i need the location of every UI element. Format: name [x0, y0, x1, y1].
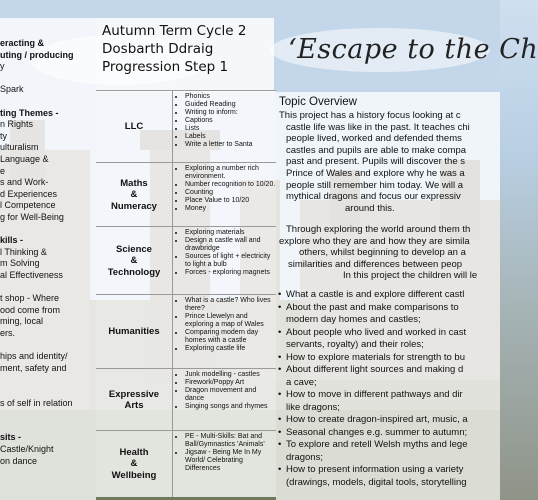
subject-name	[96, 163, 173, 227]
overview-line: people lived, worked and defended thems	[286, 133, 462, 145]
subject-table	[96, 90, 276, 496]
subject-name-line: &	[130, 458, 138, 470]
learning-bullet: • How to create dragon-inspired art, music, a	[286, 414, 468, 426]
subject-name-line: Maths	[120, 177, 148, 189]
subject-item: • Counting	[185, 189, 276, 197]
subject-name	[96, 369, 173, 431]
subject-items	[173, 295, 276, 369]
learning-bullet: • How to move in different pathways and dir	[286, 389, 463, 401]
subject-items	[173, 91, 276, 163]
subject-item: • Exploring a number rich environment.	[185, 165, 276, 181]
learning-bullet: • To explore and retell Welsh myths and lege	[286, 439, 467, 451]
subject-name-line: &	[130, 189, 138, 201]
learning-intro-line: others, whilst beginning to develop an a	[299, 247, 466, 259]
learning-bullet: • How to present information using a variety	[286, 464, 463, 476]
subject-name-line: Arts	[124, 400, 144, 411]
left-column-line: d Experiences	[0, 188, 58, 199]
left-column-line: ming, local	[0, 316, 44, 327]
left-column-line: m Solving	[0, 258, 40, 269]
subject-item: • PE - Multi-Skills: Bat and Ball/Gymnastics 'Animals'	[185, 433, 276, 449]
learning-bullet: servants, royalty) and their roles;	[286, 339, 424, 350]
overview-line: mythical dragons and focus our expressiv	[286, 191, 461, 203]
subject-row	[96, 162, 276, 227]
page-title: ‘Escape to the Ch	[288, 34, 538, 65]
left-column-line: Spark	[0, 84, 24, 95]
subject-item: • Labels	[185, 133, 276, 141]
left-column-line: ting Themes -	[0, 107, 59, 118]
subject-item: • Captions	[185, 117, 276, 125]
overview-line: This project has a history focus looking at c	[279, 110, 461, 121]
subject-row	[96, 368, 276, 431]
subject-item: • Write a letter to Santa	[185, 141, 276, 149]
subject-name-line: LLC	[124, 121, 144, 133]
left-column-line: sits -	[0, 432, 22, 443]
overview-line: people still remember him today. We will a	[286, 179, 464, 191]
overview-line: Prince of Wales and explore why he was a	[286, 168, 465, 179]
subject-item: • Design a castle wall and drawbridge	[185, 237, 276, 253]
left-column-line: ulturalism	[0, 142, 39, 153]
left-column-line: e	[0, 165, 6, 176]
subject-row	[96, 226, 276, 295]
subject-name	[96, 227, 173, 295]
learning-bullet: • What a castle is and explore different castl	[286, 289, 464, 301]
learning-bullet: like dragons;	[286, 401, 340, 413]
subject-name-line: Health	[119, 446, 149, 458]
left-column-line: g for Well-Being	[0, 212, 64, 222]
header-progression: Progression Step 1	[102, 59, 229, 75]
subject-item: • Forces - exploring magnets	[185, 269, 276, 277]
learning-intro-line: explore who they are and how they are simila	[279, 235, 470, 247]
subject-item: • Place Value to 10/20	[185, 197, 276, 205]
learning-bullet: • About people who lived and worked in cast	[286, 327, 466, 339]
learning-intro-line: In this project the children will le	[343, 270, 478, 282]
left-column-line: l Thinking &	[0, 246, 47, 257]
overview-line: around this.	[345, 202, 395, 214]
subject-name-line: Technology	[107, 266, 161, 278]
left-column-line: ty	[0, 130, 8, 141]
subject-name-line: Wellbeing	[111, 469, 157, 481]
subject-name-line: Expressive	[108, 388, 160, 400]
subject-name-line: &	[130, 255, 138, 267]
subject-item: • Dragon movement and dance	[185, 387, 276, 403]
left-column-line: y	[0, 61, 5, 72]
learning-intro-line: Through exploring the world around them th	[286, 224, 471, 235]
left-column-line: s of self in relation	[0, 397, 73, 408]
left-column-line: n Rights	[0, 119, 34, 130]
subject-item: • Number recognition to 10/20.	[185, 181, 276, 189]
subject-item: • Comparing modern day homes with a castle	[185, 329, 276, 345]
subject-item: • Writing to inform:	[185, 109, 276, 117]
subject-item: • Prince Llewelyn and exploring a map of Wales	[185, 313, 276, 329]
left-column-line: kills -	[0, 235, 24, 246]
subject-row	[96, 294, 276, 369]
subject-item: • Sources of light + electricity to light a bulb	[185, 253, 276, 269]
subject-item: • Money	[185, 205, 276, 213]
subject-item: • Singing songs and rhymes	[185, 403, 276, 411]
subject-name	[96, 91, 173, 163]
subject-item: • Exploring castle life	[185, 345, 276, 353]
subject-item: • Jigsaw - Being Me In My World/ Celebrating Differences	[185, 449, 276, 473]
left-column-line: s and Work-	[0, 177, 49, 188]
subject-item: • Firework/Poppy Art	[185, 379, 276, 387]
header-class: Dosbarth Ddraig	[102, 41, 214, 57]
left-column-line: Language &	[0, 154, 49, 164]
left-column-line: uting / producing	[0, 49, 74, 60]
overview-line: castles and pupils are able to make compa	[286, 144, 467, 156]
learning-bullet: • About different light sources and making d	[286, 364, 463, 376]
subject-item: • Guided Reading	[185, 101, 276, 109]
overview-line: castle life was like in the past. It teaches chi	[286, 121, 470, 133]
left-column-line: ers.	[0, 328, 16, 338]
subject-items	[173, 369, 276, 431]
subject-item: • Lists	[185, 125, 276, 133]
topic-overview-heading: Topic Overview	[279, 96, 357, 108]
header-panel	[96, 18, 274, 92]
learning-bullet: a cave;	[286, 376, 317, 388]
subject-items	[173, 163, 276, 227]
left-column-line: eracting &	[0, 38, 45, 48]
subject-name	[96, 431, 173, 497]
left-column-line: Castle/Knight	[0, 444, 54, 454]
learning-bullet: • How to explore materials for strength to bu	[286, 352, 465, 364]
learning-bullet: • Seasonal changes e.g. summer to autumn;	[286, 427, 467, 439]
subject-row	[96, 90, 276, 163]
subject-row	[96, 430, 276, 497]
learning-intro-line: similarities and differences between peop	[288, 258, 463, 270]
learning-bullet: dragons;	[286, 451, 323, 463]
subject-name-line: Humanities	[108, 326, 160, 338]
learning-bullet: modern day homes and castles;	[286, 314, 421, 325]
learning-bullet: • About the past and make comparisons to	[286, 302, 459, 314]
subject-item: • Exploring materials	[185, 229, 276, 237]
subject-item: • Junk modelling - castles	[185, 371, 276, 379]
left-column-line: ood come from	[0, 304, 61, 315]
left-column-line: t shop - Where	[0, 293, 60, 304]
learning-bullet: (drawings, models, digital tools, storytelling	[286, 476, 467, 488]
left-column-line: al Effectiveness	[0, 270, 63, 280]
left-column-line: ment, safety and	[0, 362, 67, 373]
subject-item: • Phonics	[185, 93, 276, 101]
subject-name-line: Numeracy	[111, 200, 157, 212]
overview-line: past and present. Pupils will discover the s	[286, 156, 466, 168]
left-column-line: on dance	[0, 455, 38, 466]
subject-items	[173, 431, 276, 497]
header-term: Autumn Term Cycle 2	[102, 23, 247, 39]
subject-name	[96, 295, 173, 369]
subject-item: • What is a castle? Who lives there?	[185, 297, 276, 313]
subject-name-line: Science	[116, 243, 152, 255]
left-column-line: l Competence	[0, 200, 56, 211]
subject-items	[173, 227, 276, 295]
left-column-line: hips and identity/	[0, 351, 68, 362]
